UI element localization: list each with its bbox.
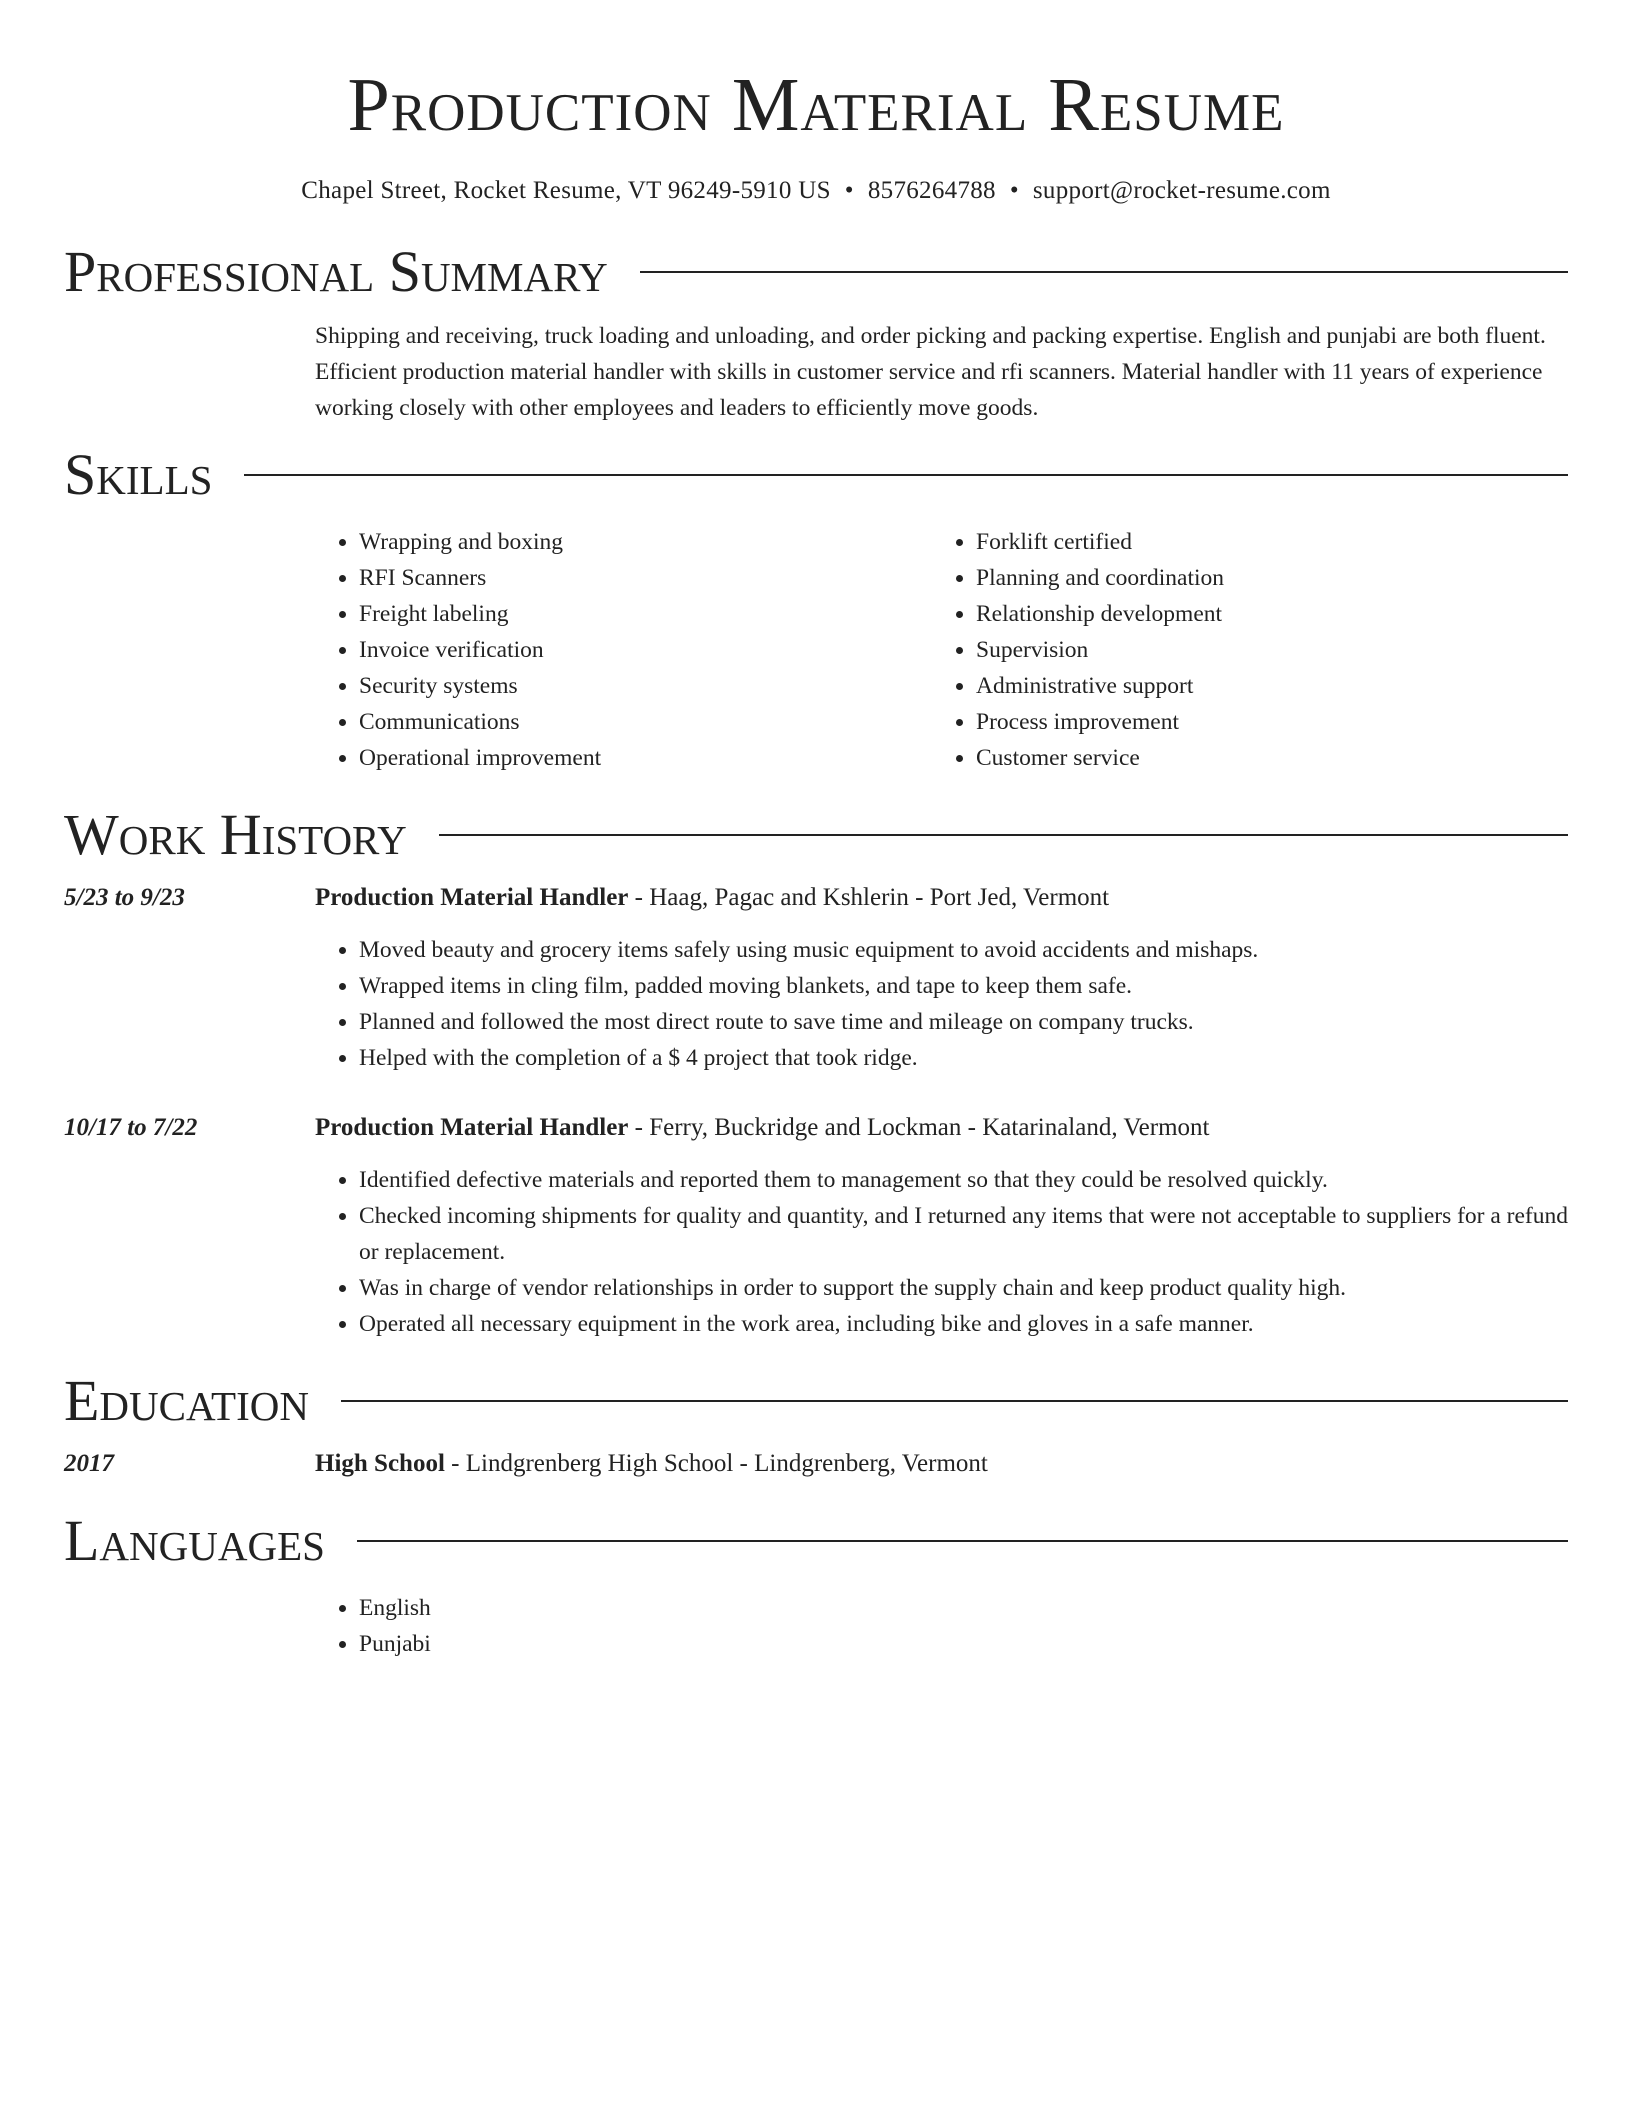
section-divider <box>439 834 1568 836</box>
list-item: • Supervision <box>976 632 1549 668</box>
contact-separator: • <box>1009 177 1019 204</box>
list-item: • Administrative support <box>976 668 1549 704</box>
work-details: - Ferry, Buckridge and Lockman - Katarinaland, Vermont <box>628 1114 1210 1141</box>
languages-section-header <box>64 1508 1568 1574</box>
skills-section-header <box>64 442 1568 508</box>
summary-section-header <box>64 239 1568 305</box>
list-item: • English <box>359 1590 1568 1626</box>
education-details: - Lindgrenberg High School - Lindgrenberg, Vermont <box>444 1450 988 1477</box>
section-divider <box>244 474 1568 476</box>
contact-phone: 8576264788 <box>867 177 996 204</box>
skills-title: Skills <box>64 442 213 507</box>
section-divider <box>640 271 1568 273</box>
work-entry-main <box>315 880 1568 1076</box>
work-section-header <box>64 802 1568 868</box>
work-bullet: • Planned and followed the most direct route to save time and mileage on company trucks. <box>359 1004 1568 1040</box>
education-title: Education <box>64 1368 309 1433</box>
work-details: - Haag, Pagac and Kshlerin - Port Jed, Vermont <box>628 884 1110 911</box>
work-title: Work History <box>64 802 407 867</box>
section-divider <box>357 1540 1568 1542</box>
work-entry <box>64 1110 1568 1342</box>
work-entry-main <box>315 1110 1568 1342</box>
work-bullet: • Was in charge of vendor relationships in order to support the supply chain and keep product quality high. <box>359 1270 1568 1306</box>
education-year: 2017 <box>64 1450 114 1477</box>
list-item: • Operational improvement <box>359 740 932 776</box>
languages-title: Languages <box>64 1508 325 1573</box>
work-heading <box>315 1110 1568 1146</box>
contact-email: support@rocket-resume.com <box>1032 177 1331 204</box>
education-section-header <box>64 1368 1568 1434</box>
contact-address: Chapel Street, Rocket Resume, VT 96249-5910 US <box>301 177 831 204</box>
languages-body <box>315 1590 1568 1662</box>
work-bullets <box>315 932 1568 1076</box>
list-item: • Communications <box>359 704 932 740</box>
education-heading <box>315 1446 1568 1482</box>
work-dates: 10/17 to 7/22 <box>64 1114 198 1141</box>
work-dates: 5/23 to 9/23 <box>64 884 185 911</box>
list-item: • Customer service <box>976 740 1549 776</box>
summary-body <box>315 318 1568 426</box>
work-bullets <box>315 1162 1568 1342</box>
contact-line <box>64 176 1568 206</box>
contact-separator: • <box>844 177 854 204</box>
education-entry-main <box>315 1446 1568 1482</box>
work-bullet: • Wrapped items in cling film, padded moving blankets, and tape to keep them safe. <box>359 968 1568 1004</box>
work-bullet: • Checked incoming shipments for quality and quantity, and I returned any items that were not acceptable to suppliers for a refund or replacement. <box>359 1198 1568 1270</box>
list-item: • RFI Scanners <box>359 560 932 596</box>
list-item: • Invoice verification <box>359 632 932 668</box>
work-role: Production Material Handler <box>315 1114 629 1141</box>
skills-list-right <box>932 524 1549 776</box>
list-item: • Process improvement <box>976 704 1549 740</box>
list-item: • Punjabi <box>359 1626 1568 1662</box>
languages-list <box>315 1590 1568 1662</box>
summary-title: Professional Summary <box>64 239 608 304</box>
work-heading <box>315 880 1568 916</box>
skills-list-left <box>315 524 932 776</box>
work-role: Production Material Handler <box>315 884 629 911</box>
section-divider <box>341 1400 1568 1402</box>
list-item: • Planning and coordination <box>976 560 1549 596</box>
resume-page <box>64 0 1568 1662</box>
work-bullet: • Helped with the completion of a $ 4 project that took ridge. <box>359 1040 1568 1076</box>
summary-text: Shipping and receiving, truck loading and unloading, and order picking and packing expertise. English and punjabi are both fluent. Efficient production material handler with skills in customer service and rfi scanners. Material handler with 11 years of experience working closely with other employees and leaders to efficiently move goods. <box>315 323 1546 421</box>
list-item: • Security systems <box>359 668 932 704</box>
work-entry <box>64 880 1568 1076</box>
education-entry <box>64 1446 1568 1482</box>
work-bullet: • Moved beauty and grocery items safely using music equipment to avoid accidents and mishaps. <box>359 932 1568 968</box>
list-item: • Wrapping and boxing <box>359 524 932 560</box>
work-bullet: • Identified defective materials and reported them to management so that they could be resolved quickly. <box>359 1162 1568 1198</box>
education-degree: High School <box>315 1450 445 1477</box>
skills-grid <box>315 524 1568 776</box>
list-item: • Freight labeling <box>359 596 932 632</box>
resume-name: Production Material Resume <box>347 63 1285 147</box>
list-item: • Relationship development <box>976 596 1549 632</box>
work-bullet: • Operated all necessary equipment in the work area, including bike and gloves in a safe manner. <box>359 1306 1568 1342</box>
list-item: • Forklift certified <box>976 524 1549 560</box>
